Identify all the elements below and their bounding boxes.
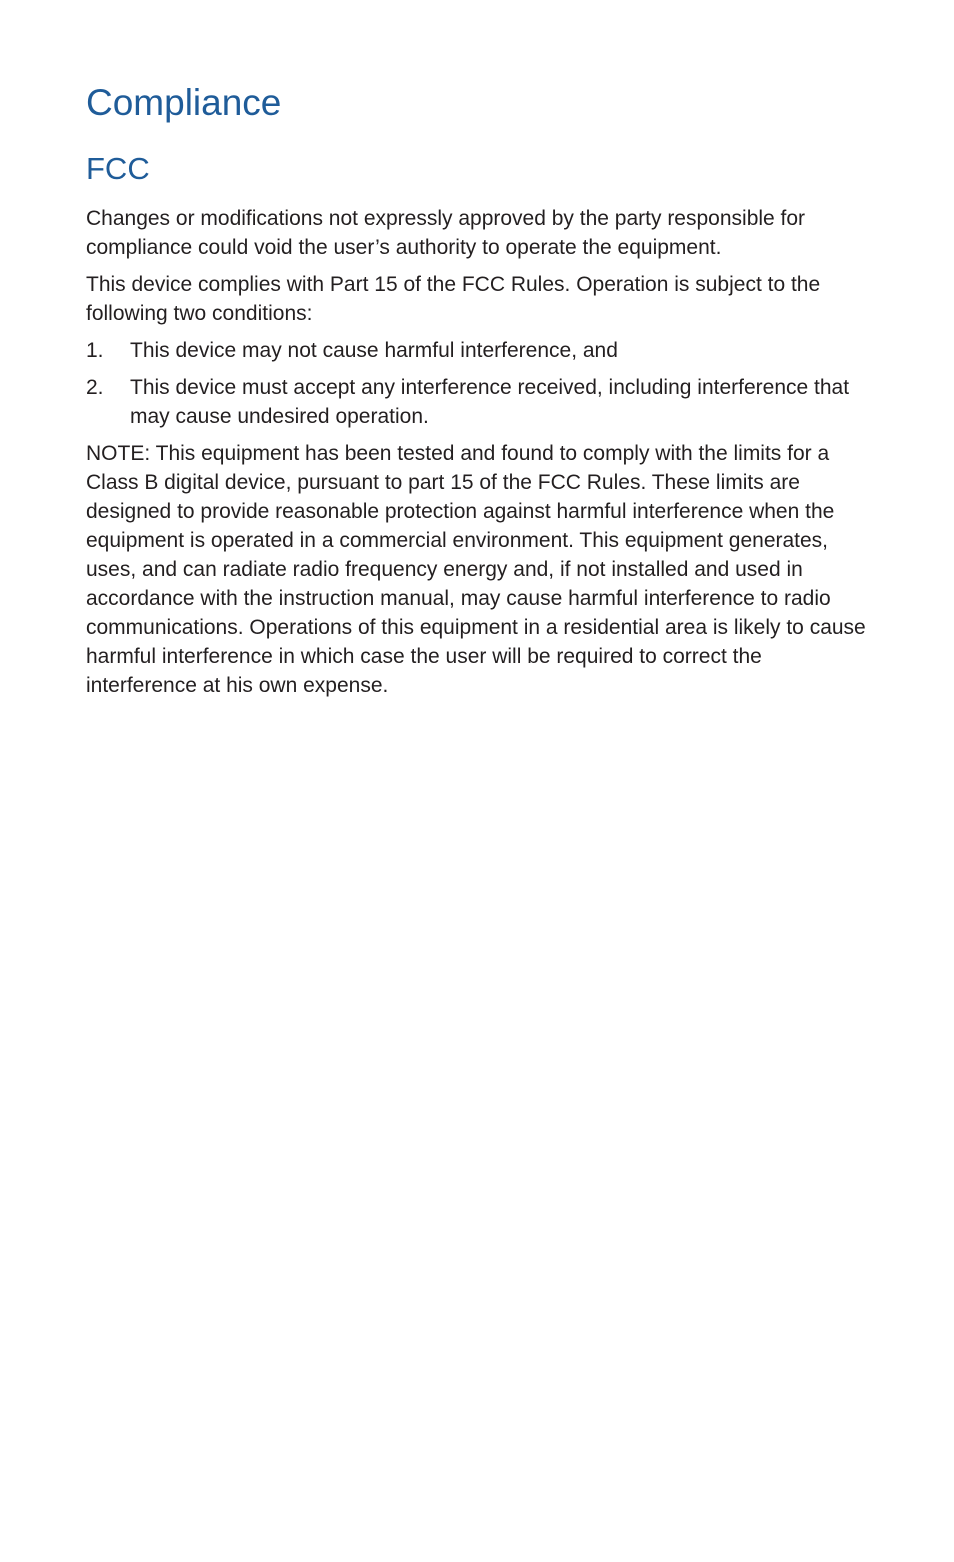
paragraph-modifications: Changes or modifications not expressly approved by the party responsible for compliance could void the user’s authority to operate the equipment.: [86, 207, 806, 259]
list-item-text: This device must accept any interference received, including interference that may cause undesired operation.: [130, 376, 850, 428]
list-item: [86, 373, 876, 431]
list-item-number: 1.: [86, 339, 104, 362]
list-item-text: This device may not cause harmful interference, and: [130, 339, 618, 362]
section-body: [86, 204, 876, 708]
paragraph-part15: This device complies with Part 15 of the FCC Rules. Operation is subject to the following two conditions:: [86, 273, 821, 325]
page-title: Compliance: [86, 82, 282, 123]
section-heading-fcc: FCC: [86, 151, 150, 186]
conditions-list: [86, 336, 876, 431]
list-item: [86, 336, 876, 365]
list-item-number: 2.: [86, 376, 104, 399]
paragraph-note: NOTE: This equipment has been tested and found to comply with the limits for a Class B digital device, pursuant to part 15 of the FCC Rules. These limits are designed to provide reasonable protection against harmful interference when the equipment is operated in a commercial environment. This equipment generates, uses, and can radiate radio frequency energy and, if not installed and used in accordance with the instruction manual, may cause harmful interference to radio communications. Operations of this equipment in a residential area is likely to cause harmful interference in which case the user will be required to correct the interference at his own expense.: [86, 442, 866, 697]
